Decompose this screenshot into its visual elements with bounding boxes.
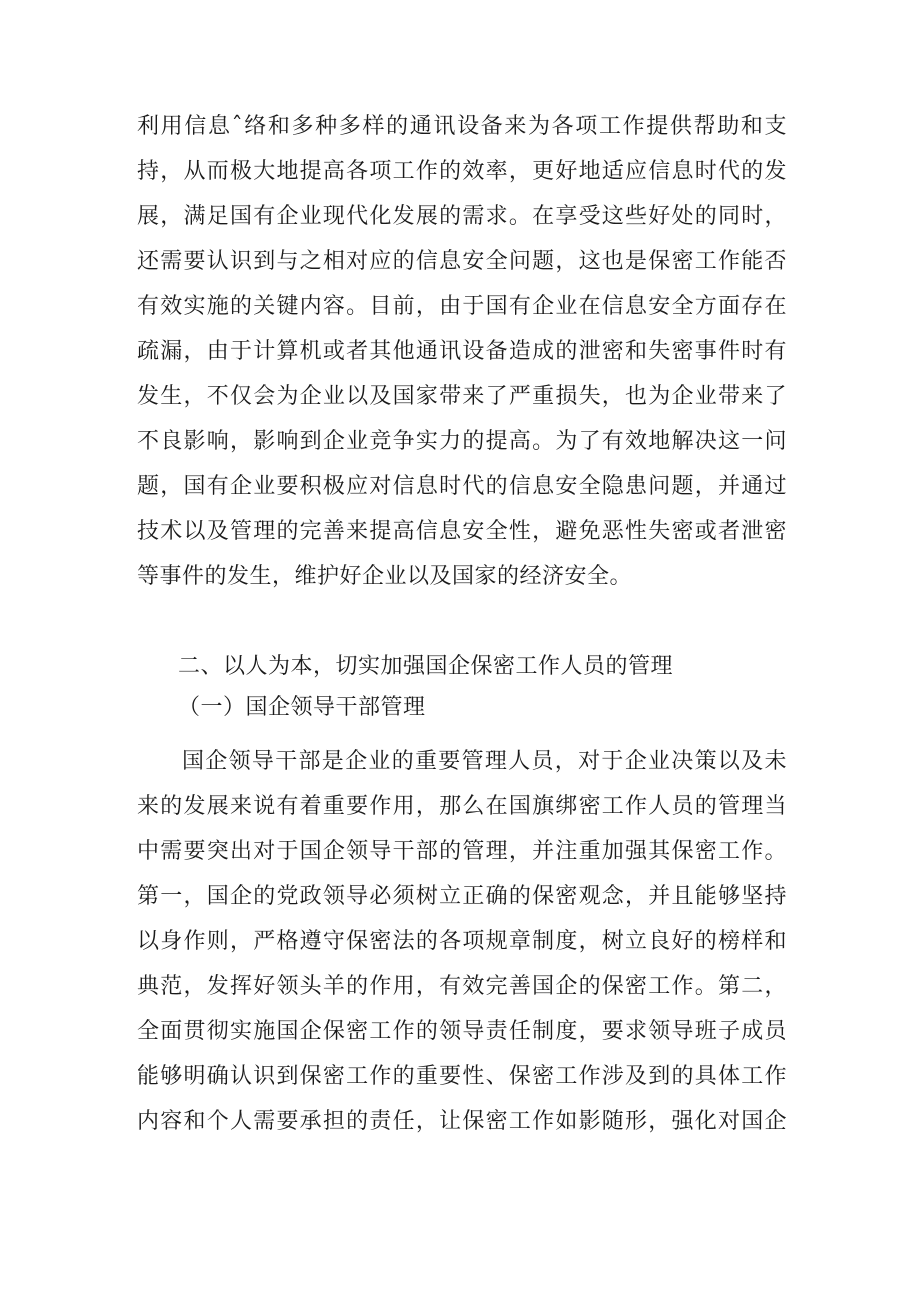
paragraph1-line-7: 发生，不仅会为企业以及国家带来了严重损失，也为企业带来了 xyxy=(137,384,787,409)
paragraph2-line-4: 第一，国企的党政领导必须树立正确的保密观念，并且能够坚持 xyxy=(137,884,787,909)
paragraph1-line-6: 疏漏，由于计算机或者其他通讯设备造成的泄密和失密事件时有 xyxy=(137,339,787,364)
paragraph1-line-9: 题，国有企业要积极应对信息时代的信息安全隐患问题，并通过 xyxy=(137,474,787,499)
paragraph2-line-9: 内容和个人需要承担的责任，让保密工作如影随形，强化对国企 xyxy=(137,1109,787,1134)
paragraph2-line-3: 中需要突出对于国企领导干部的管理，并注重加强其保密工作。 xyxy=(137,839,787,864)
subsection-heading: （一）国企领导干部管理 xyxy=(178,695,426,720)
paragraph1-line-3: 展，满足国有企业现代化发展的需求。在享受这些好处的同时， xyxy=(137,204,787,229)
paragraph2-line-2: 来的发展来说有着重要作用，那么在国旗绑密工作人员的管理当 xyxy=(137,794,787,819)
paragraph2-line-5: 以身作则，严格遵守保密法的各项规章制度，树立良好的榜样和 xyxy=(137,929,787,954)
paragraph1-line-5: 有效实施的关键内容。目前，由于国有企业在信息安全方面存在 xyxy=(137,294,787,319)
paragraph1-line-11: 等事件的发生，维护好企业以及国家的经济安全。 xyxy=(137,564,633,589)
paragraph1-line-2: 持，从而极大地提高各项工作的效率，更好地适应信息时代的发 xyxy=(137,159,787,184)
section-heading: 二、以人为本，切实加强国企保密工作人员的管理 xyxy=(178,654,674,679)
paragraph2-line-1: 国企领导干部是企业的重要管理人员，对于企业决策以及未 xyxy=(182,749,787,774)
paragraph1-line-8: 不良影响，影响到企业竞争实力的提高。为了有效地解决这一问 xyxy=(137,429,787,454)
paragraph2-line-8: 能够明确认识到保密工作的重要性、保密工作涉及到的具体工作 xyxy=(137,1064,787,1089)
paragraph1-line-1: 利用信息ˆ络和多种多样的通讯设备来为各项工作提供帮助和支 xyxy=(137,114,787,139)
paragraph2-line-6: 典范，发挥好领头羊的作用，有效完善国企的保密工作。第二， xyxy=(137,974,787,999)
paragraph1-line-4: 还需要认识到与之相对应的信息安全问题，这也是保密工作能否 xyxy=(137,249,787,274)
paragraph2-line-7: 全面贯彻实施国企保密工作的领导责任制度，要求领导班子成员 xyxy=(137,1019,787,1044)
paragraph1-line-10: 技术以及管理的完善来提高信息安全性，避免恶性失密或者泄密 xyxy=(137,519,787,544)
